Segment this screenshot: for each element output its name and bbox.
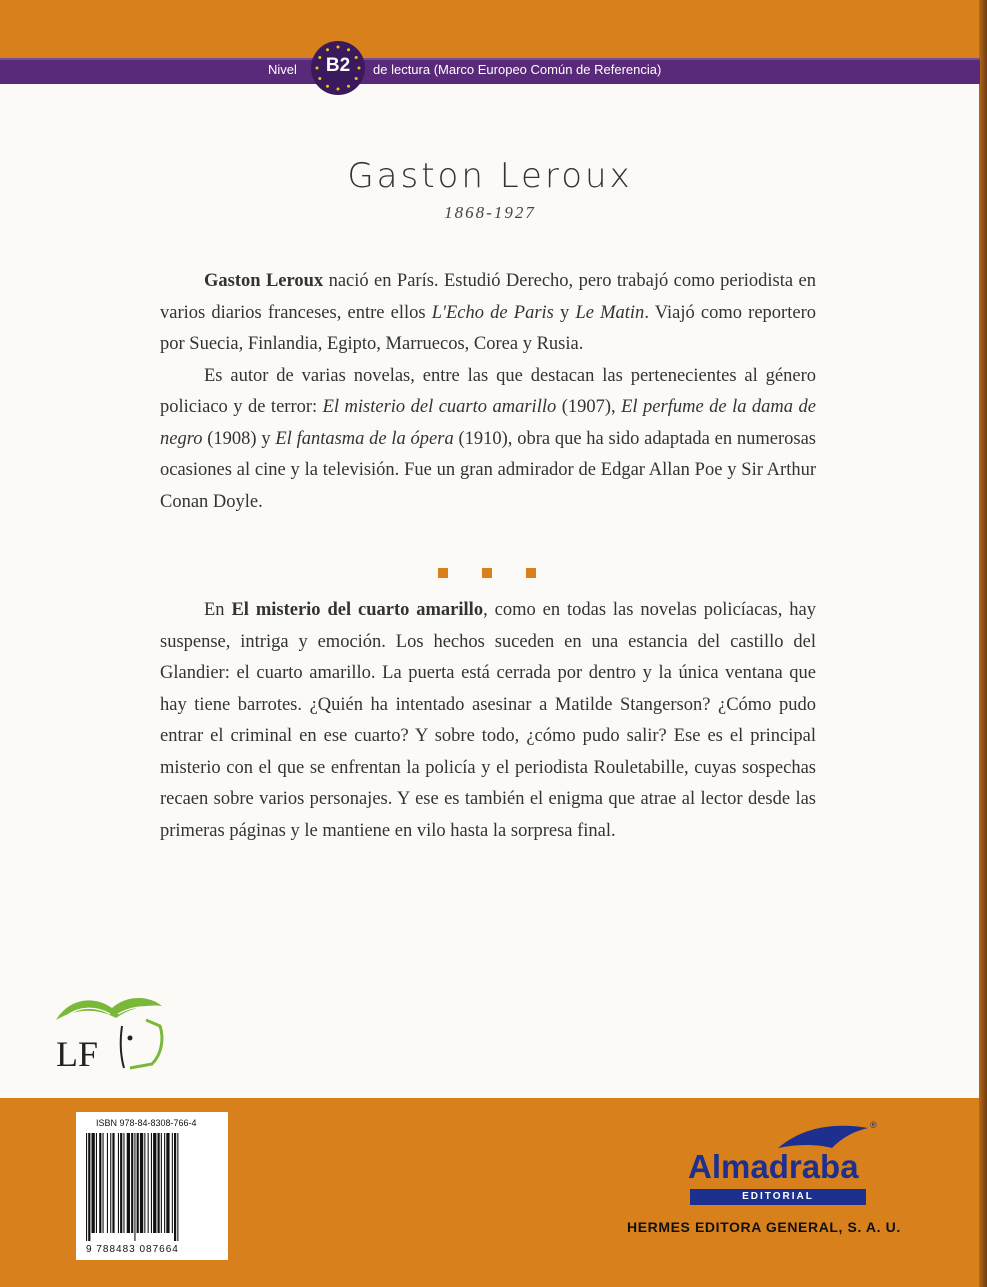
spine-edge [979,0,987,1287]
barcode-bar [107,1133,108,1233]
book-title: El perfume de la dama de negro [160,397,816,449]
barcode-bar [88,1133,90,1241]
barcode-bar [134,1133,135,1241]
registered-mark: ® [870,1120,877,1130]
barcode-bar [151,1133,152,1233]
barcode-bar [174,1133,176,1241]
barcode [84,1133,220,1243]
publisher-subtitle: EDITORIAL [690,1189,866,1205]
author-years: 1868-1927 [444,203,536,222]
barcode-bar [112,1133,114,1233]
publisher-name: Almadraba [688,1148,859,1185]
barcode-bar [120,1133,122,1233]
barcode-bar [110,1133,111,1233]
barcode-digits: 9 788483 087664 [86,1244,179,1255]
barcode-bar [148,1133,149,1233]
book-title: El fantasma de la ópera [275,428,454,449]
lf-logo-text: LF [56,1034,99,1074]
divider-dot [482,568,492,578]
barcode-bar [158,1133,160,1233]
summary-book-title: El misterio del cuarto amarillo [231,600,484,620]
bio-author-lead: Gaston Leroux [204,271,324,291]
barcode-bar [86,1133,87,1241]
level-badge [311,41,365,95]
barcode-bar [123,1133,124,1233]
divider-dot [526,568,536,578]
barcode-bar [164,1133,165,1233]
bio-paragraph-2: Es autor de varias novelas, entre las que destacan las pertenecientes al género policiaco y de terror: El misterio del cuarto amarillo (1907), El perfume de la dama de negro (1908) y El fantasma de la ópera (1910), obra que ha sido adaptada en numerosas ocasiones al cine y la televisión. Fue un gran admirador de Edgar Allan Poe y Sir Arthur Conan Doyle. [160,365,816,512]
barcode-bar [144,1133,145,1233]
barcode-bar [166,1133,169,1233]
barcode-bar [99,1133,101,1233]
barcode-bar [140,1133,143,1233]
section-divider [438,568,536,578]
author-biography [160,266,816,518]
summary-paragraph: En El misterio del cuarto amarillo, como en todas las novelas policíacas, hay suspense, intriga y emoción. Los hechos suceden en una estancia del castillo del Glandier: el cuarto amarillo. La puerta está cerrada por dentro y la única ventana que hay tiene barrotes. ¿Quién ha intentado asesinar a Matilde Stangerson? ¿Cómo pudo entrar el criminal en ese cuarto? Y sobre todo, ¿cómo pudo salir? Ese es el principal misterio con el que se enfrentan la policía y el periodista Rouletabille, cuyas sospechas recaen sobre varios personajes. Y ese es también el enigma que atrae al lector desde las primeras páginas y le mantiene en vilo hasta la sorpresa final. [160,600,816,841]
text-panel [0,78,980,1098]
lf-series-logo [52,986,172,1076]
barcode-bar [96,1133,97,1233]
book-summary [160,595,816,847]
barcode-bar [172,1133,173,1233]
book-title: El misterio del cuarto amarillo [322,397,557,417]
divider-dot [438,568,448,578]
level-description: de lectura (Marco Europeo Común de Referencia) [373,62,662,77]
level-code: B2 [325,55,351,76]
isbn-label: ISBN 978-84-8308-766-4 [96,1118,197,1128]
barcode-bar [137,1133,139,1233]
newspaper-title: Le Matin [575,302,645,323]
bio-paragraph-1: Gaston Leroux nació en París. Estudió Derecho, pero trabajó como periodista en varios diarios franceses, entre ellos L'Echo de Paris y Le Matin. Viajó como reportero por Suecia, Finlandia, Egipto, Marruecos, Corea y Rusia. [160,271,816,354]
barcode-bar [153,1133,156,1233]
newspaper-title: L'Echo de Paris [431,302,554,323]
barcode-bar [131,1133,133,1233]
author-name: Gaston Leroux [347,156,633,196]
barcode-bar [92,1133,95,1233]
barcode-bar [127,1133,130,1233]
publisher-house: HERMES EDITORA GENERAL, S. A. U. [627,1219,901,1235]
barcode-bar [177,1133,178,1241]
barcode-bar [118,1133,119,1233]
level-prefix: Nivel [268,62,297,77]
barcode-bar [103,1133,104,1233]
barcode-bar [161,1133,162,1233]
